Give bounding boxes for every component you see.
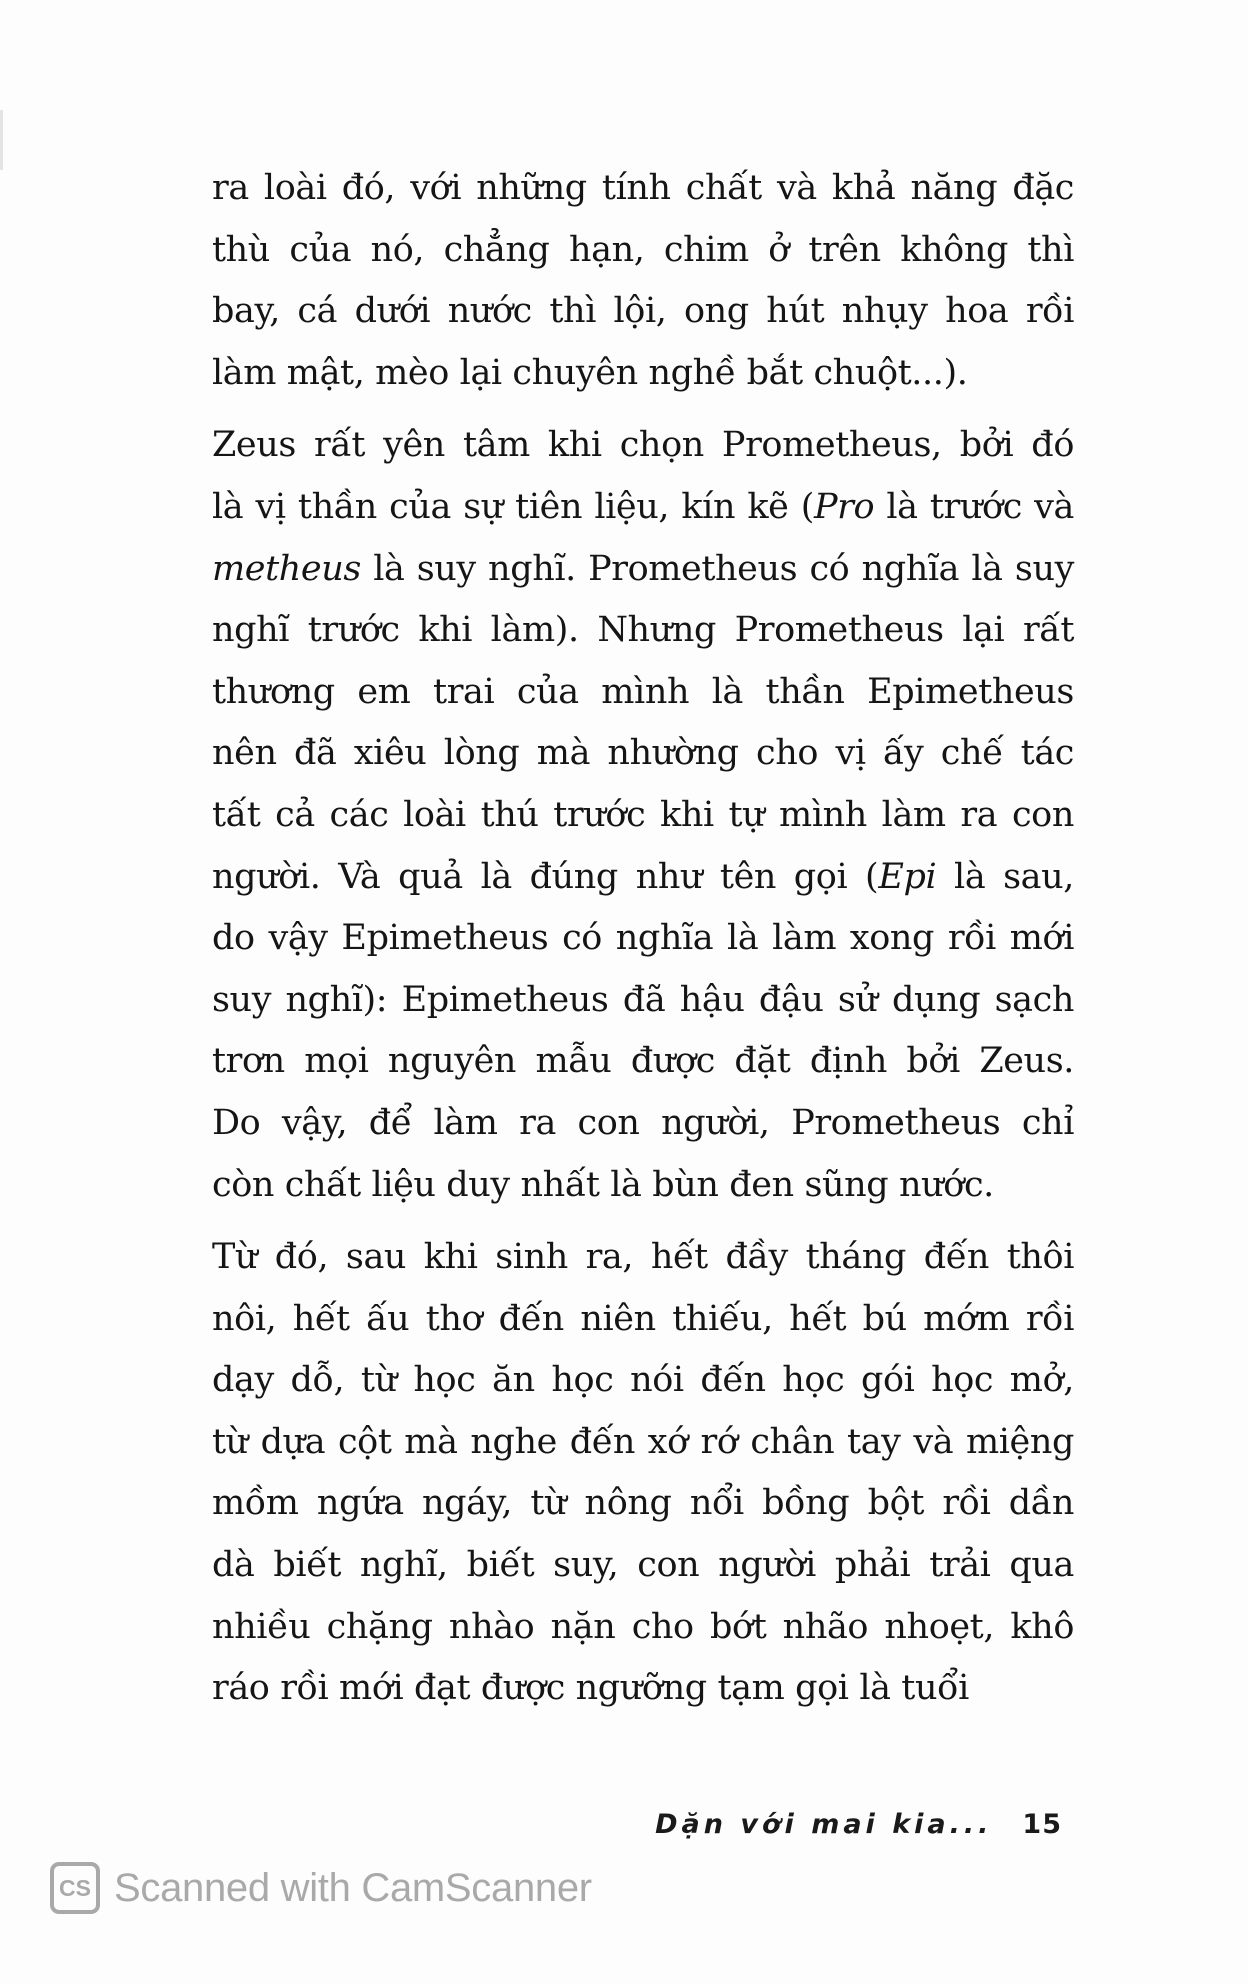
text-line xyxy=(212,1350,1074,1412)
text-line xyxy=(212,415,1074,477)
footer-book-title: Dặn với mai kia... xyxy=(655,1808,993,1840)
italic-term: metheus xyxy=(212,548,361,589)
text-run: thù của nó, chẳng hạn, chim ở trên không thì xyxy=(212,229,1074,270)
text-run: nhiều chặng nhào nặn cho bớt nhão nhoẹt, khô xyxy=(212,1606,1074,1647)
text-run: mồm ngứa ngáy, từ nông nổi bồng bột rồi dần xyxy=(212,1483,1074,1524)
text-line xyxy=(212,1031,1074,1093)
text-line xyxy=(212,343,1074,405)
text-run: Do vậy, để làm ra con người, Prometheus chỉ xyxy=(212,1102,1074,1143)
text-line xyxy=(212,539,1074,601)
text-run: Từ đó, sau khi sinh ra, hết đầy tháng đến thôi xyxy=(212,1237,1074,1278)
text-run: từ dựa cột mà nghe đến xớ rớ chân tay và miệng xyxy=(212,1421,1074,1462)
text-line xyxy=(212,785,1074,847)
text-run: tất cả các loài thú trước khi tự mình làm ra con xyxy=(212,794,1074,835)
text-line xyxy=(212,1535,1074,1597)
text-run: ra loài đó, với những tính chất và khả năng đặc xyxy=(212,168,1074,208)
text-run: nên đã xiêu lòng mà nhường cho vị ấy chế tác xyxy=(212,733,1074,774)
text-line xyxy=(212,1289,1074,1351)
text-run: là suy nghĩ. Prometheus có nghĩa là suy xyxy=(360,548,1074,589)
camscanner-logo-icon: CS xyxy=(50,1862,100,1914)
text-run: bay, cá dưới nước thì lội, ong hút nhụy hoa rồi xyxy=(212,291,1074,332)
text-line xyxy=(212,281,1074,343)
text-line xyxy=(212,220,1074,282)
text-line xyxy=(212,1658,1074,1720)
text-run: là vị thần của sự tiên liệu, kín kẽ ( xyxy=(212,486,814,527)
text-run: trơn mọi nguyên mẫu được đặt định bởi Zeus. xyxy=(212,1041,1074,1082)
paragraph xyxy=(212,1227,1074,1720)
italic-term: Pro xyxy=(813,486,875,527)
text-run: là trước và xyxy=(874,486,1074,527)
text-line xyxy=(212,1412,1074,1474)
text-line xyxy=(212,1155,1074,1217)
text-line xyxy=(212,847,1074,909)
text-line xyxy=(212,662,1074,724)
italic-term: Epi xyxy=(878,856,937,897)
text-run: người. Và quả là đúng như tên gọi ( xyxy=(212,856,879,897)
text-run: Zeus rất yên tâm khi chọn Prometheus, bởi đó xyxy=(212,425,1074,466)
paragraph xyxy=(212,415,1074,1216)
text-run: nghĩ trước khi làm). Nhưng Prometheus lại rất xyxy=(212,610,1074,651)
body-text xyxy=(212,158,1074,1720)
text-line xyxy=(212,908,1074,970)
text-line xyxy=(212,723,1074,785)
watermark-text: Scanned with CamScanner xyxy=(114,1865,592,1910)
text-line xyxy=(212,1227,1074,1289)
text-run: nôi, hết ấu thơ đến niên thiếu, hết bú mớm rồi xyxy=(212,1298,1074,1339)
text-run: ráo rồi mới đạt được ngưỡng tạm gọi là tuổi xyxy=(212,1668,969,1709)
text-line xyxy=(212,1093,1074,1155)
camscanner-watermark xyxy=(50,1862,592,1914)
text-run: còn chất liệu duy nhất là bùn đen sũng nước. xyxy=(212,1164,994,1205)
scan-edge-shadow xyxy=(0,110,3,170)
text-run: thương em trai của mình là thần Epimetheus xyxy=(212,671,1074,712)
text-line xyxy=(212,970,1074,1032)
text-line xyxy=(212,158,1074,220)
text-run: do vậy Epimetheus có nghĩa là làm xong rồi mới xyxy=(212,918,1074,959)
text-run: dạy dỗ, từ học ăn học nói đến học gói học mở, xyxy=(212,1360,1074,1401)
text-run: là sau, xyxy=(936,856,1074,897)
page-number: 15 xyxy=(1022,1808,1062,1840)
text-run: suy nghĩ): Epimetheus đã hậu đậu sử dụng sạch xyxy=(212,979,1074,1020)
text-run: dà biết nghĩ, biết suy, con người phải trải qua xyxy=(212,1545,1074,1586)
running-footer xyxy=(655,1802,1062,1846)
text-run: làm mật, mèo lại chuyên nghề bắt chuột...). xyxy=(212,352,968,393)
text-line xyxy=(212,477,1074,539)
text-line xyxy=(212,1597,1074,1659)
text-line xyxy=(212,1473,1074,1535)
paragraph xyxy=(212,158,1074,404)
text-line xyxy=(212,600,1074,662)
